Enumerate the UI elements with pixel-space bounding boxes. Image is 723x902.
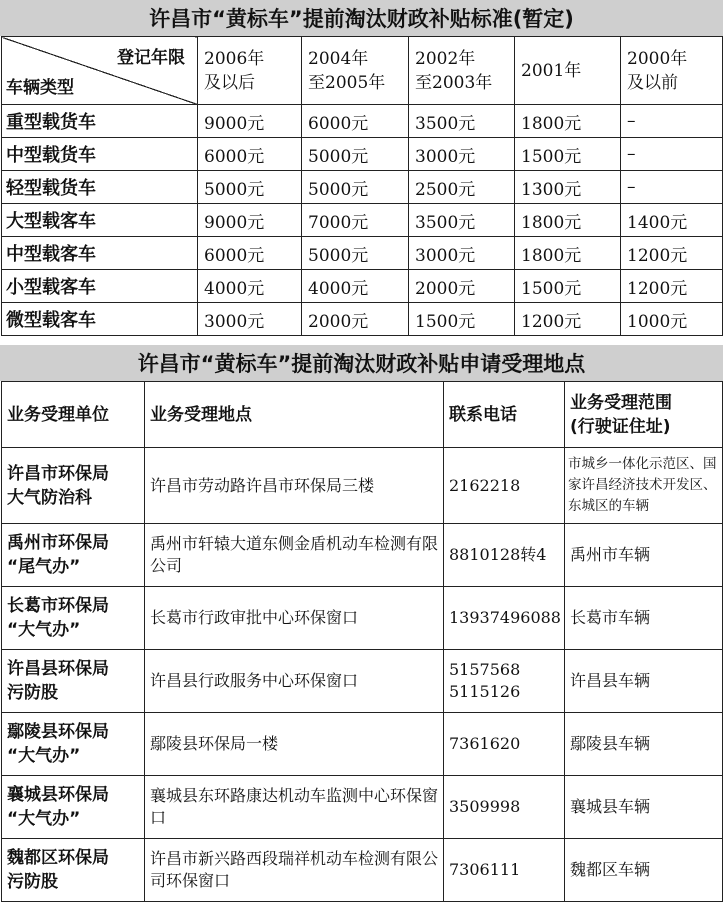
office-unit-cell: 魏都区环保局 污防股 <box>2 839 145 902</box>
vehicle-type-cell: 重型载货车 <box>2 105 198 138</box>
subsidy-amount-cell: 6000元 <box>302 105 409 138</box>
table-row <box>2 171 723 204</box>
subsidy-amount-cell: 5000元 <box>302 171 409 204</box>
table-header-row <box>2 382 723 448</box>
subsidy-standard-table <box>1 36 723 336</box>
subsidy-amount-cell: 5000元 <box>198 171 302 204</box>
office-scope-cell: 鄢陵县车辆 <box>565 713 723 776</box>
office-address-cell: 许昌县行政服务中心环保窗口 <box>145 650 444 713</box>
subsidy-amount-cell: 9000元 <box>198 105 302 138</box>
table-header-row <box>2 37 723 105</box>
office-phone-cell: 8810128转4 <box>444 524 565 587</box>
subsidy-amount-cell: 1200元 <box>515 303 621 336</box>
column-header-unit: 业务受理单位 <box>2 382 145 448</box>
table-row <box>2 587 723 650</box>
column-header-scope: 业务受理范围 (行驶证住址) <box>565 382 723 448</box>
subsidy-amount-cell: 3000元 <box>198 303 302 336</box>
office-unit-cell: 襄城县环保局 “大气办” <box>2 776 145 839</box>
subsidy-amount-cell: 6000元 <box>198 138 302 171</box>
subsidy-amount-cell: 3000元 <box>409 237 515 270</box>
office-phone-cell: 5157568 5115126 <box>444 650 565 713</box>
vehicle-type-cell: 中型载货车 <box>2 138 198 171</box>
office-scope-cell: 襄城县车辆 <box>565 776 723 839</box>
subsidy-amount-cell: 2500元 <box>409 171 515 204</box>
office-address-cell: 许昌市劳动路许昌市环保局三楼 <box>145 448 444 524</box>
office-unit-cell: 许昌县环保局 污防股 <box>2 650 145 713</box>
subsidy-amount-cell: 4000元 <box>198 270 302 303</box>
table-row <box>2 713 723 776</box>
subsidy-amount-cell: 3500元 <box>409 105 515 138</box>
office-phone-cell: 2162218 <box>444 448 565 524</box>
year-header: 2006年 及以后 <box>198 37 302 105</box>
subsidy-amount-cell: – <box>621 105 723 138</box>
subsidy-amount-cell: 2000元 <box>409 270 515 303</box>
subsidy-amount-cell: 5000元 <box>302 237 409 270</box>
year-header: 2000年 及以前 <box>621 37 723 105</box>
table-row <box>2 650 723 713</box>
office-scope-cell: 长葛市车辆 <box>565 587 723 650</box>
subsidy-amount-cell: 3500元 <box>409 204 515 237</box>
subsidy-amount-cell: 1000元 <box>621 303 723 336</box>
diagonal-header-cell <box>2 37 198 105</box>
subsidy-amount-cell: – <box>621 138 723 171</box>
subsidy-amount-cell: 1800元 <box>515 105 621 138</box>
subsidy-amount-cell: 7000元 <box>302 204 409 237</box>
subsidy-amount-cell: 4000元 <box>302 270 409 303</box>
vehicle-type-label: 车辆类型 <box>6 78 74 98</box>
vehicle-type-cell: 轻型载货车 <box>2 171 198 204</box>
office-phone-cell: 3509998 <box>444 776 565 839</box>
vehicle-type-cell: 大型载客车 <box>2 204 198 237</box>
column-header-phone: 联系电话 <box>444 382 565 448</box>
office-phone-cell: 7306111 <box>444 839 565 902</box>
vehicle-type-cell: 微型载客车 <box>2 303 198 336</box>
table-row <box>2 270 723 303</box>
year-header: 2002年 至2003年 <box>409 37 515 105</box>
office-unit-cell: 鄢陵县环保局 “大气办” <box>2 713 145 776</box>
subsidy-amount-cell: 1500元 <box>515 270 621 303</box>
table-row <box>2 448 723 524</box>
registration-year-label: 登记年限 <box>117 48 185 68</box>
application-office-table <box>1 381 723 902</box>
office-phone-cell: 7361620 <box>444 713 565 776</box>
subsidy-amount-cell: 3000元 <box>409 138 515 171</box>
table-row <box>2 105 723 138</box>
year-header: 2001年 <box>515 37 621 105</box>
table-row <box>2 303 723 336</box>
office-phone-cell: 13937496088 <box>444 587 565 650</box>
subsidy-table-body <box>2 105 723 336</box>
office-table-title: 许昌市“黄标车”提前淘汰财政补贴申请受理地点 <box>0 345 723 381</box>
subsidy-amount-cell: – <box>621 171 723 204</box>
subsidy-amount-cell: 6000元 <box>198 237 302 270</box>
office-address-cell: 鄢陵县环保局一楼 <box>145 713 444 776</box>
subsidy-amount-cell: 1400元 <box>621 204 723 237</box>
subsidy-amount-cell: 1800元 <box>515 204 621 237</box>
subsidy-amount-cell: 1500元 <box>515 138 621 171</box>
subsidy-amount-cell: 1500元 <box>409 303 515 336</box>
year-header: 2004年 至2005年 <box>302 37 409 105</box>
office-scope-cell: 许昌县车辆 <box>565 650 723 713</box>
column-header-address: 业务受理地点 <box>145 382 444 448</box>
office-table-body <box>2 448 723 902</box>
subsidy-amount-cell: 1300元 <box>515 171 621 204</box>
office-unit-cell: 许昌市环保局 大气防治科 <box>2 448 145 524</box>
subsidy-amount-cell: 5000元 <box>302 138 409 171</box>
office-scope-cell: 市城乡一体化示范区、国家许昌经济技术开发区、东城区的车辆 <box>565 448 723 524</box>
office-address-cell: 禹州市轩辕大道东侧金盾机动车检测有限公司 <box>145 524 444 587</box>
table-row <box>2 138 723 171</box>
office-scope-cell: 禹州市车辆 <box>565 524 723 587</box>
office-address-cell: 长葛市行政审批中心环保窗口 <box>145 587 444 650</box>
subsidy-table-title: 许昌市“黄标车”提前淘汰财政补贴标准(暂定) <box>0 0 723 36</box>
office-address-cell: 许昌市新兴路西段瑞祥机动车检测有限公司环保窗口 <box>145 839 444 902</box>
table-row <box>2 524 723 587</box>
office-unit-cell: 禹州市环保局 “尾气办” <box>2 524 145 587</box>
office-unit-cell: 长葛市环保局 “大气办” <box>2 587 145 650</box>
subsidy-amount-cell: 1200元 <box>621 237 723 270</box>
subsidy-amount-cell: 9000元 <box>198 204 302 237</box>
office-scope-cell: 魏都区车辆 <box>565 839 723 902</box>
subsidy-amount-cell: 2000元 <box>302 303 409 336</box>
vehicle-type-cell: 小型载客车 <box>2 270 198 303</box>
vehicle-type-cell: 中型载客车 <box>2 237 198 270</box>
office-address-cell: 襄城县东环路康达机动车监测中心环保窗口 <box>145 776 444 839</box>
subsidy-amount-cell: 1200元 <box>621 270 723 303</box>
subsidy-amount-cell: 1800元 <box>515 237 621 270</box>
table-row <box>2 204 723 237</box>
table-row <box>2 839 723 902</box>
table-row <box>2 237 723 270</box>
table-row <box>2 776 723 839</box>
